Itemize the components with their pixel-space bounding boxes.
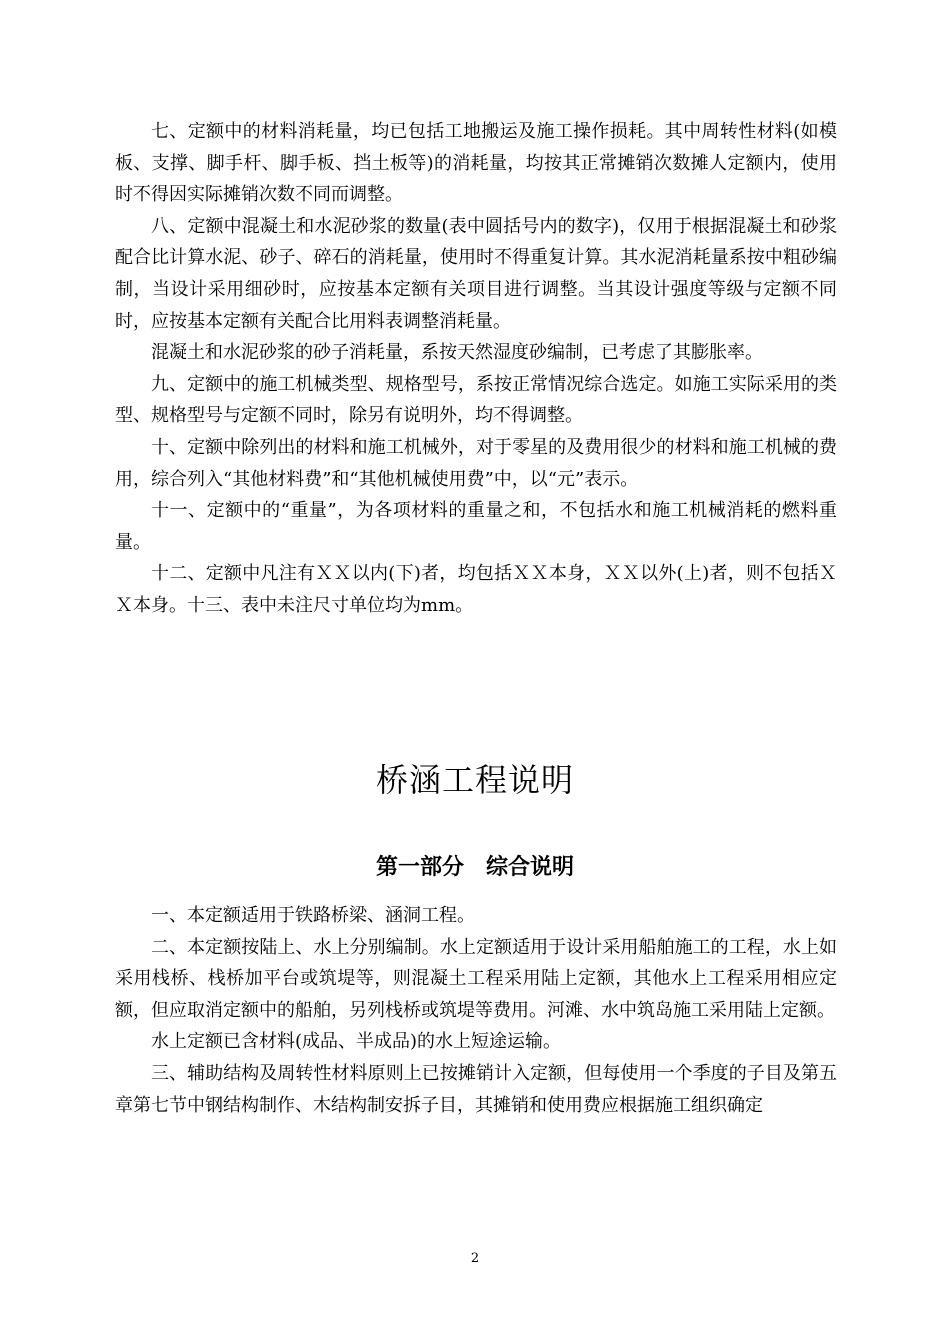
paragraph-item-12: 十二、定额中凡注有ＸＸ以内(下)者，均包括ＸＸ本身，ＸＸ以外(上)者，则不包括ＸＸ本身。十三、表中未注尺寸单位均为mm。 [115, 563, 837, 616]
paragraph-item-7: 七、定额中的材料消耗量，均已包括工地搬运及施工操作损耗。其中周转性材料(如模板、支撑、脚手杆、脚手板、挡土板等)的消耗量，均按其正常摊销次数摊人定额内，使用时不得因实际摊销次数不同而调整。 [115, 121, 837, 206]
page-number: 2 [470, 1251, 480, 1266]
paragraph-bridge-1: 一、本定额适用于铁路桥梁、涵洞工程。 [151, 905, 475, 926]
section-subtitle: 第一部分 综合说明 [375, 855, 574, 880]
paragraph-sand-note: 混凝土和水泥砂浆的砂子消耗量，系按天然湿度砂编制，已考虑了其膨胀率。 [151, 342, 763, 364]
main-title: 桥涵工程说明 [375, 761, 574, 799]
paragraph-item-10: 十、定额中除列出的材料和施工机械外，对于零星的及费用很少的材料和施工机械的费用，综合列入“其他材料费”和“其他机械使用费”中，以“元”表示。 [115, 436, 837, 490]
paragraph-item-9: 九、定额中的施工机械类型、规格型号，系按正常情况综合选定。如施工实际采用的类型、规格型号与定额不同时，除另有说明外，均不得调整。 [115, 373, 837, 427]
paragraph-bridge-water-note: 水上定额已含材料(成品、半成品)的水上短途运输。 [151, 1031, 562, 1053]
paragraph-item-11: 十一、定额中的“重量”，为各项材料的重量之和，不包括水和施工机械消耗的燃料重量。 [115, 500, 837, 553]
paragraph-item-8: 八、定额中混凝土和水泥砂浆的数量(表中圆括号内的数字)，仅用于根据混凝土和砂浆配合比计算水泥、砂子、碎石的消耗量，使用时不得重复计算。其水泥消耗量系按中粗砂编制，当设计采用细砂时，应按基本定额有关项目进行调整。当其设计强度等级与定额不同时，应按基本定额有关配合比用料表调整消耗量。 [115, 215, 837, 332]
paragraph-bridge-2: 二、本定额按陆上、水上分别编制。水上定额适用于设计采用船舶施工的工程，水上如采用栈桥、栈桥加平台或筑堤等，则混凝土工程采用陆上定额，其他水上工程采用相应定额，但应取消定额中的船舶，另列栈桥或筑堤等费用。河滩、水中筑岛施工采用陆上定额。 [115, 936, 837, 1021]
paragraph-bridge-3: 三、辅助结构及周转性材料原则上已按摊销计入定额，但每使用一个季度的子目及第五章第七节中钢结构制作、木结构制安拆子目，其摊销和使用费应根据施工组织确定 [115, 1062, 837, 1116]
bridge-notes-section [115, 900, 837, 1121]
general-notes-section [115, 116, 837, 622]
